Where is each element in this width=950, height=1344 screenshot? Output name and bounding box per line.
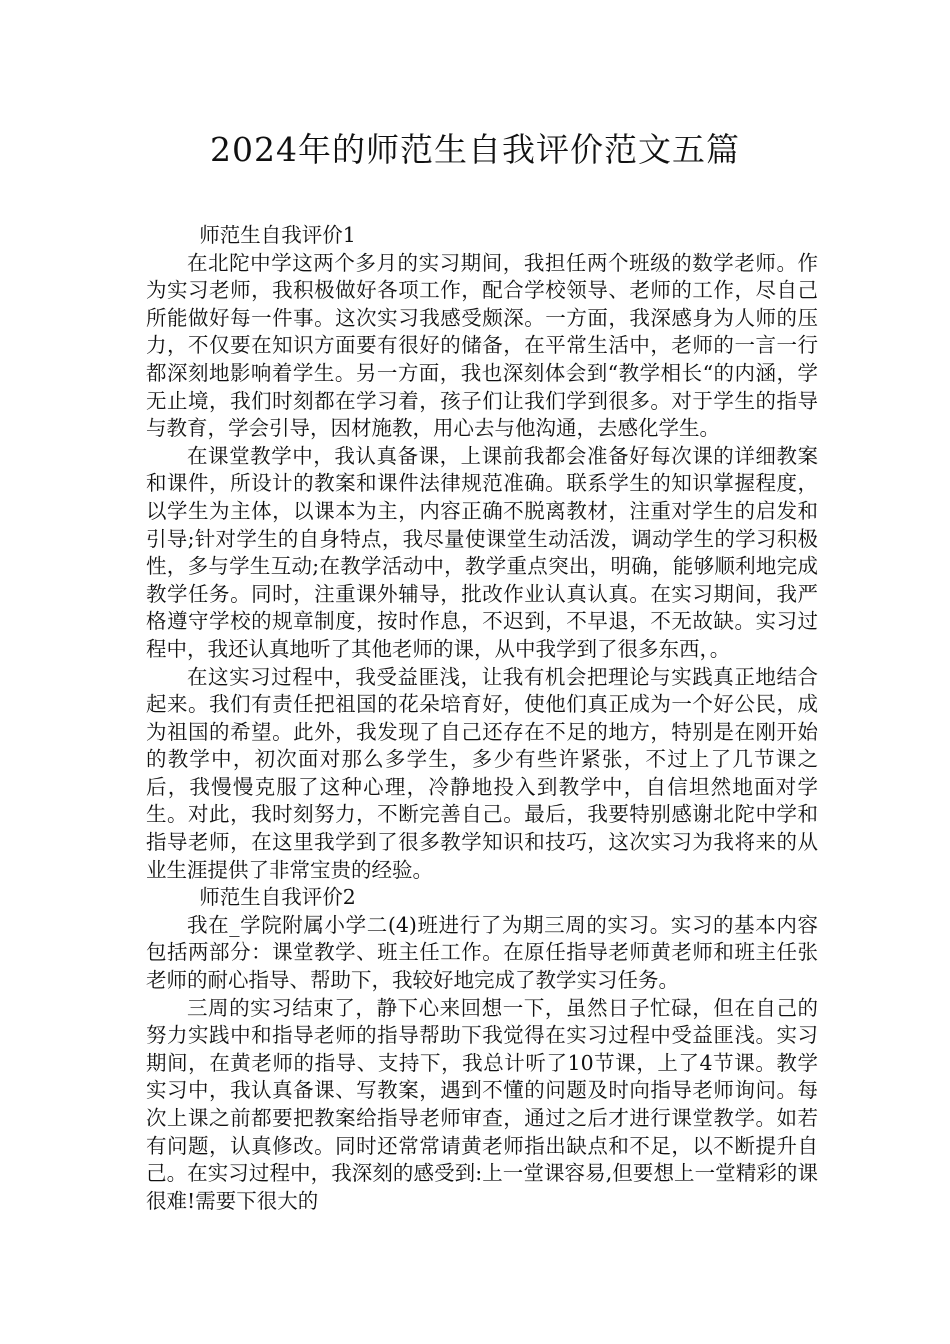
section-heading-2: 师范生自我评价2 [199,885,356,910]
document-body [146,222,818,1215]
paragraph: 在北陀中学这两个多月的实习期间，我担任两个班级的数学老师。作为实习老师，我积极做好各项工作，配合学校领导、老师的工作，尽自己所能做好每一件事。这次实习我感受颇深。一方面，我深感身为人师的压力，不仅要在知识方面要有很好的储备，在平常生活中，老师的一言一行都深刻地影响着学生。另一方面，我也深刻体会到“教学相长“的内涵，学无止境，我们时刻都在学习着，孩子们让我们学到很多。对于学生的指导与教育，学会引导，因材施教，用心去与他沟通，去感化学生。 [146,250,818,441]
paragraph: 在这实习过程中，我受益匪浅，让我有机会把理论与实践真正地结合起来。我们有责任把祖国的花朵培育好，使他们真正成为一个好公民，成为祖国的希望。此外，我发现了自己还存在不足的地方，特别是在刚开始的教学中，初次面对那么多学生，多少有些许紧张，不过上了几节课之后，我慢慢克服了这种心理，冷静地投入到教学中，自信坦然地面对学生。对此，我时刻努力，不断完善自己。最后，我要特别感谢北陀中学和指导老师，在这里我学到了很多教学知识和技巧，这次实习为我将来的从业生涯提供了非常宝贵的经验。 [146,664,818,882]
paragraph: 三周的实习结束了，静下心来回想一下，虽然日子忙碌，但在自己的努力实践中和指导老师的指导帮助下我觉得在实习过程中受益匪浅。实习期间，在黄老师的指导、支持下，我总计听了10节课，上了4节课。教学实习中，我认真备课、写教案，遇到不懂的问题及时向指导老师询问。每次上课之前都要把教案给指导老师审查，通过之后才进行课堂教学。如若有问题，认真修改。同时还常常请黄老师指出缺点和不足，以不断提升自己。在实习过程中，我深刻的感受到:上一堂课容易,但要想上一堂精彩的课很难!需要下很大的 [146,995,818,1213]
paragraph: 在课堂教学中，我认真备课，上课前我都会准备好每次课的详细教案和课件，所设计的教案和课件法律规范准确。联系学生的知识掌握程度，以学生为主体，以课本为主，内容正确不脱离教材，注重对学生的启发和引导;针对学生的自身特点，我尽量使课堂生动活泼，调动学生的学习积极性，多与学生互动;在教学活动中，教学重点突出，明确，能够顺利地完成教学任务。同时，注重课外辅导，批改作业认真认真。在实习期间，我严格遵守学校的规章制度，按时作息，不迟到，不早退，不无故缺。实习过程中，我还认真地听了其他老师的课，从中我学到了很多东西，。 [146,443,818,661]
document-title: 2024年的师范生自我评价范文五篇 [210,130,740,169]
section-heading-1: 师范生自我评价1 [199,223,356,247]
paragraph: 我在_学院附属小学二(4)班进行了为期三周的实习。实习的基本内容包括两部分：课堂教学、班主任工作。在原任指导老师黄老师和班主任张老师的耐心指导、帮助下，我较好地完成了教学实习任务。 [146,912,818,993]
